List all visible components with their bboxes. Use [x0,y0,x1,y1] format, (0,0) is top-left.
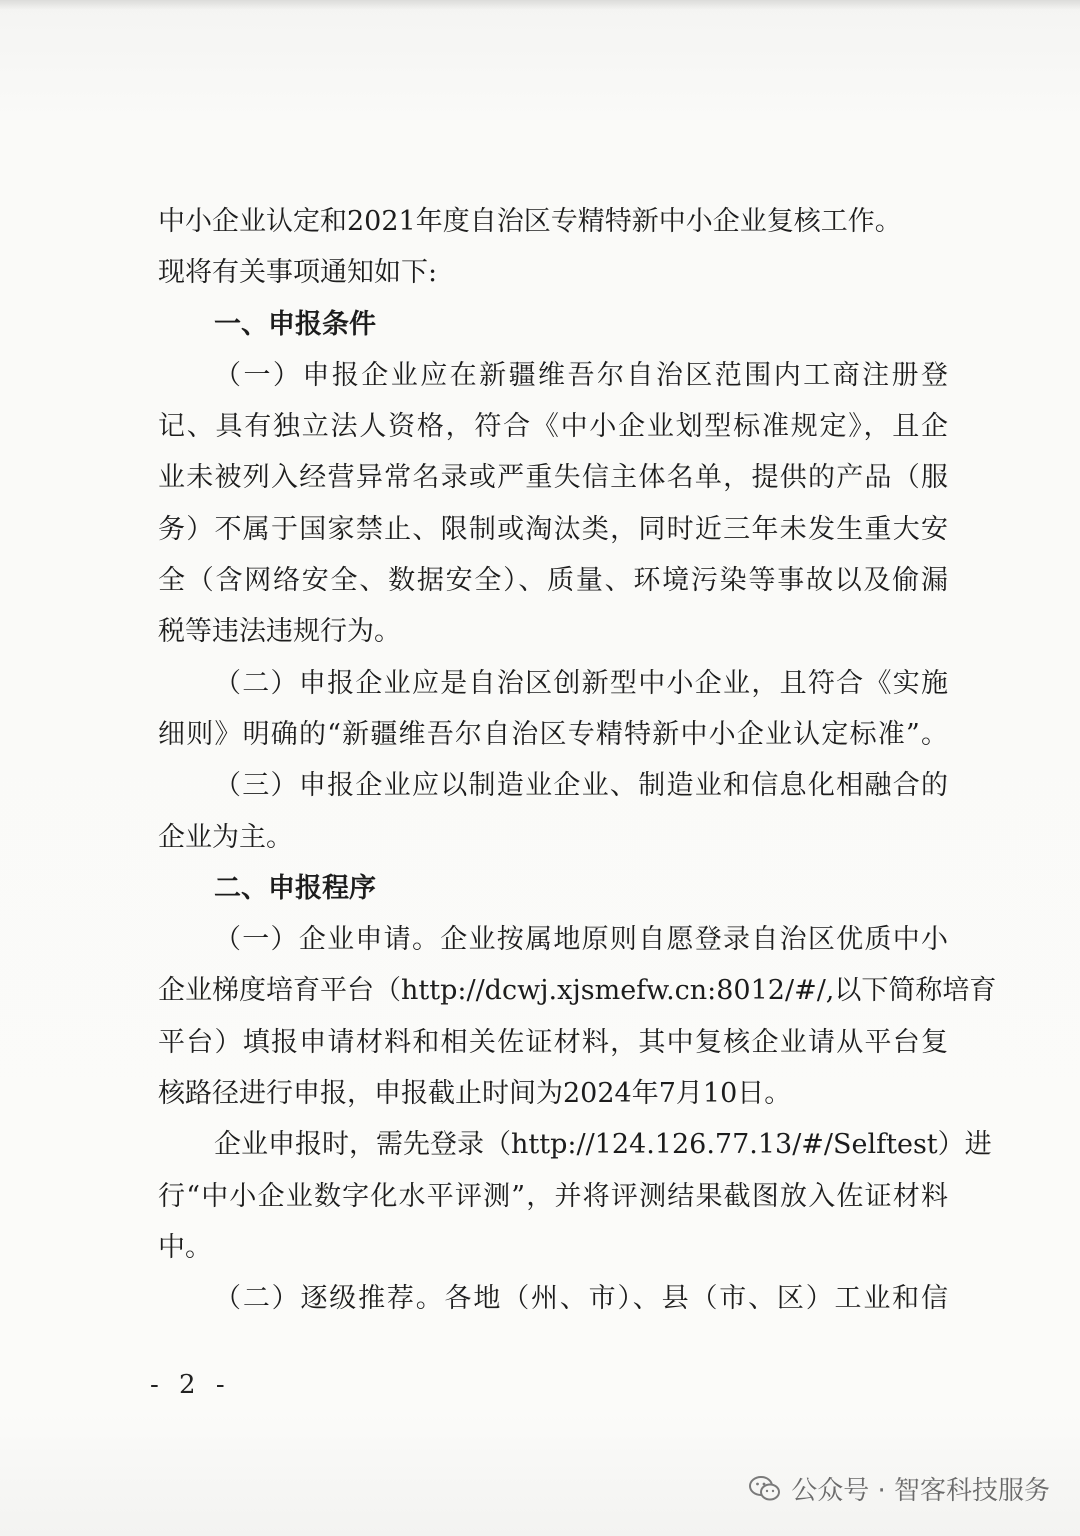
body-line: 企业申报时，需先登录（http://124.126.77.13/#/Selftest）进 [214,1129,992,1161]
body-line: 业未被列入经营异常名录或严重失信主体名单，提供的产品（服 [158,462,948,494]
body-line: （二）逐级推荐。各地（州、市）、县（市、区）工业和信 [214,1283,948,1315]
page-number: - 2 - [150,1370,231,1400]
body-line: 现将有关事项通知如下: [158,257,438,289]
scan-edge-shadow [0,0,1080,10]
body-line: 平台）填报申请材料和相关佐证材料，其中复核企业请从平台复 [158,1026,948,1058]
watermark [749,1470,1050,1507]
document-body [158,196,997,1325]
body-line: 中小企业认定和2021年度自治区专精特新中小企业复核工作。 [158,206,902,237]
body-line: 企业为主。 [158,821,293,853]
body-line: 行“中小企业数字化水平评测”，并将评测结果截图放入佐证材料 [158,1180,948,1212]
section-heading-procedure: 二、申报程序 [214,872,376,904]
body-line: （一）申报企业应在新疆维吾尔自治区范围内工商注册登 [214,359,948,391]
body-line: 细则》明确的“新疆维吾尔自治区专精特新中小企业认定标准”。 [158,718,948,750]
body-line: 税等违法违规行为。 [158,616,401,648]
body-line: 中。 [158,1231,212,1263]
watermark-text: 公众号 · 智客科技服务 [791,1476,1050,1506]
body-line: （一）企业申请。企业按属地原则自愿登录自治区优质中小 [214,924,948,956]
body-line: （二）申报企业应是自治区创新型中小企业，且符合《实施 [214,667,948,699]
section-heading-conditions: 一、申报条件 [214,308,376,340]
body-line: 企业梯度培育平台（http://dcwj.xjsmefw.cn:8012/#/,以下简称培育 [158,975,997,1007]
body-line: （三）申报企业应以制造业企业、制造业和信息化相融合的 [214,770,948,802]
wechat-icon [749,1475,781,1503]
body-line: 核路径进行申报，申报截止时间为2024年7月10日。 [158,1078,792,1110]
body-line: 务）不属于国家禁止、限制或淘汰类，同时近三年未发生重大安 [158,513,948,545]
body-line: 全（含网络安全、数据安全）、质量、环境污染等事故以及偷漏 [158,565,948,597]
body-line: 记、具有独立法人资格，符合《中小企业划型标准规定》，且企 [158,411,948,443]
